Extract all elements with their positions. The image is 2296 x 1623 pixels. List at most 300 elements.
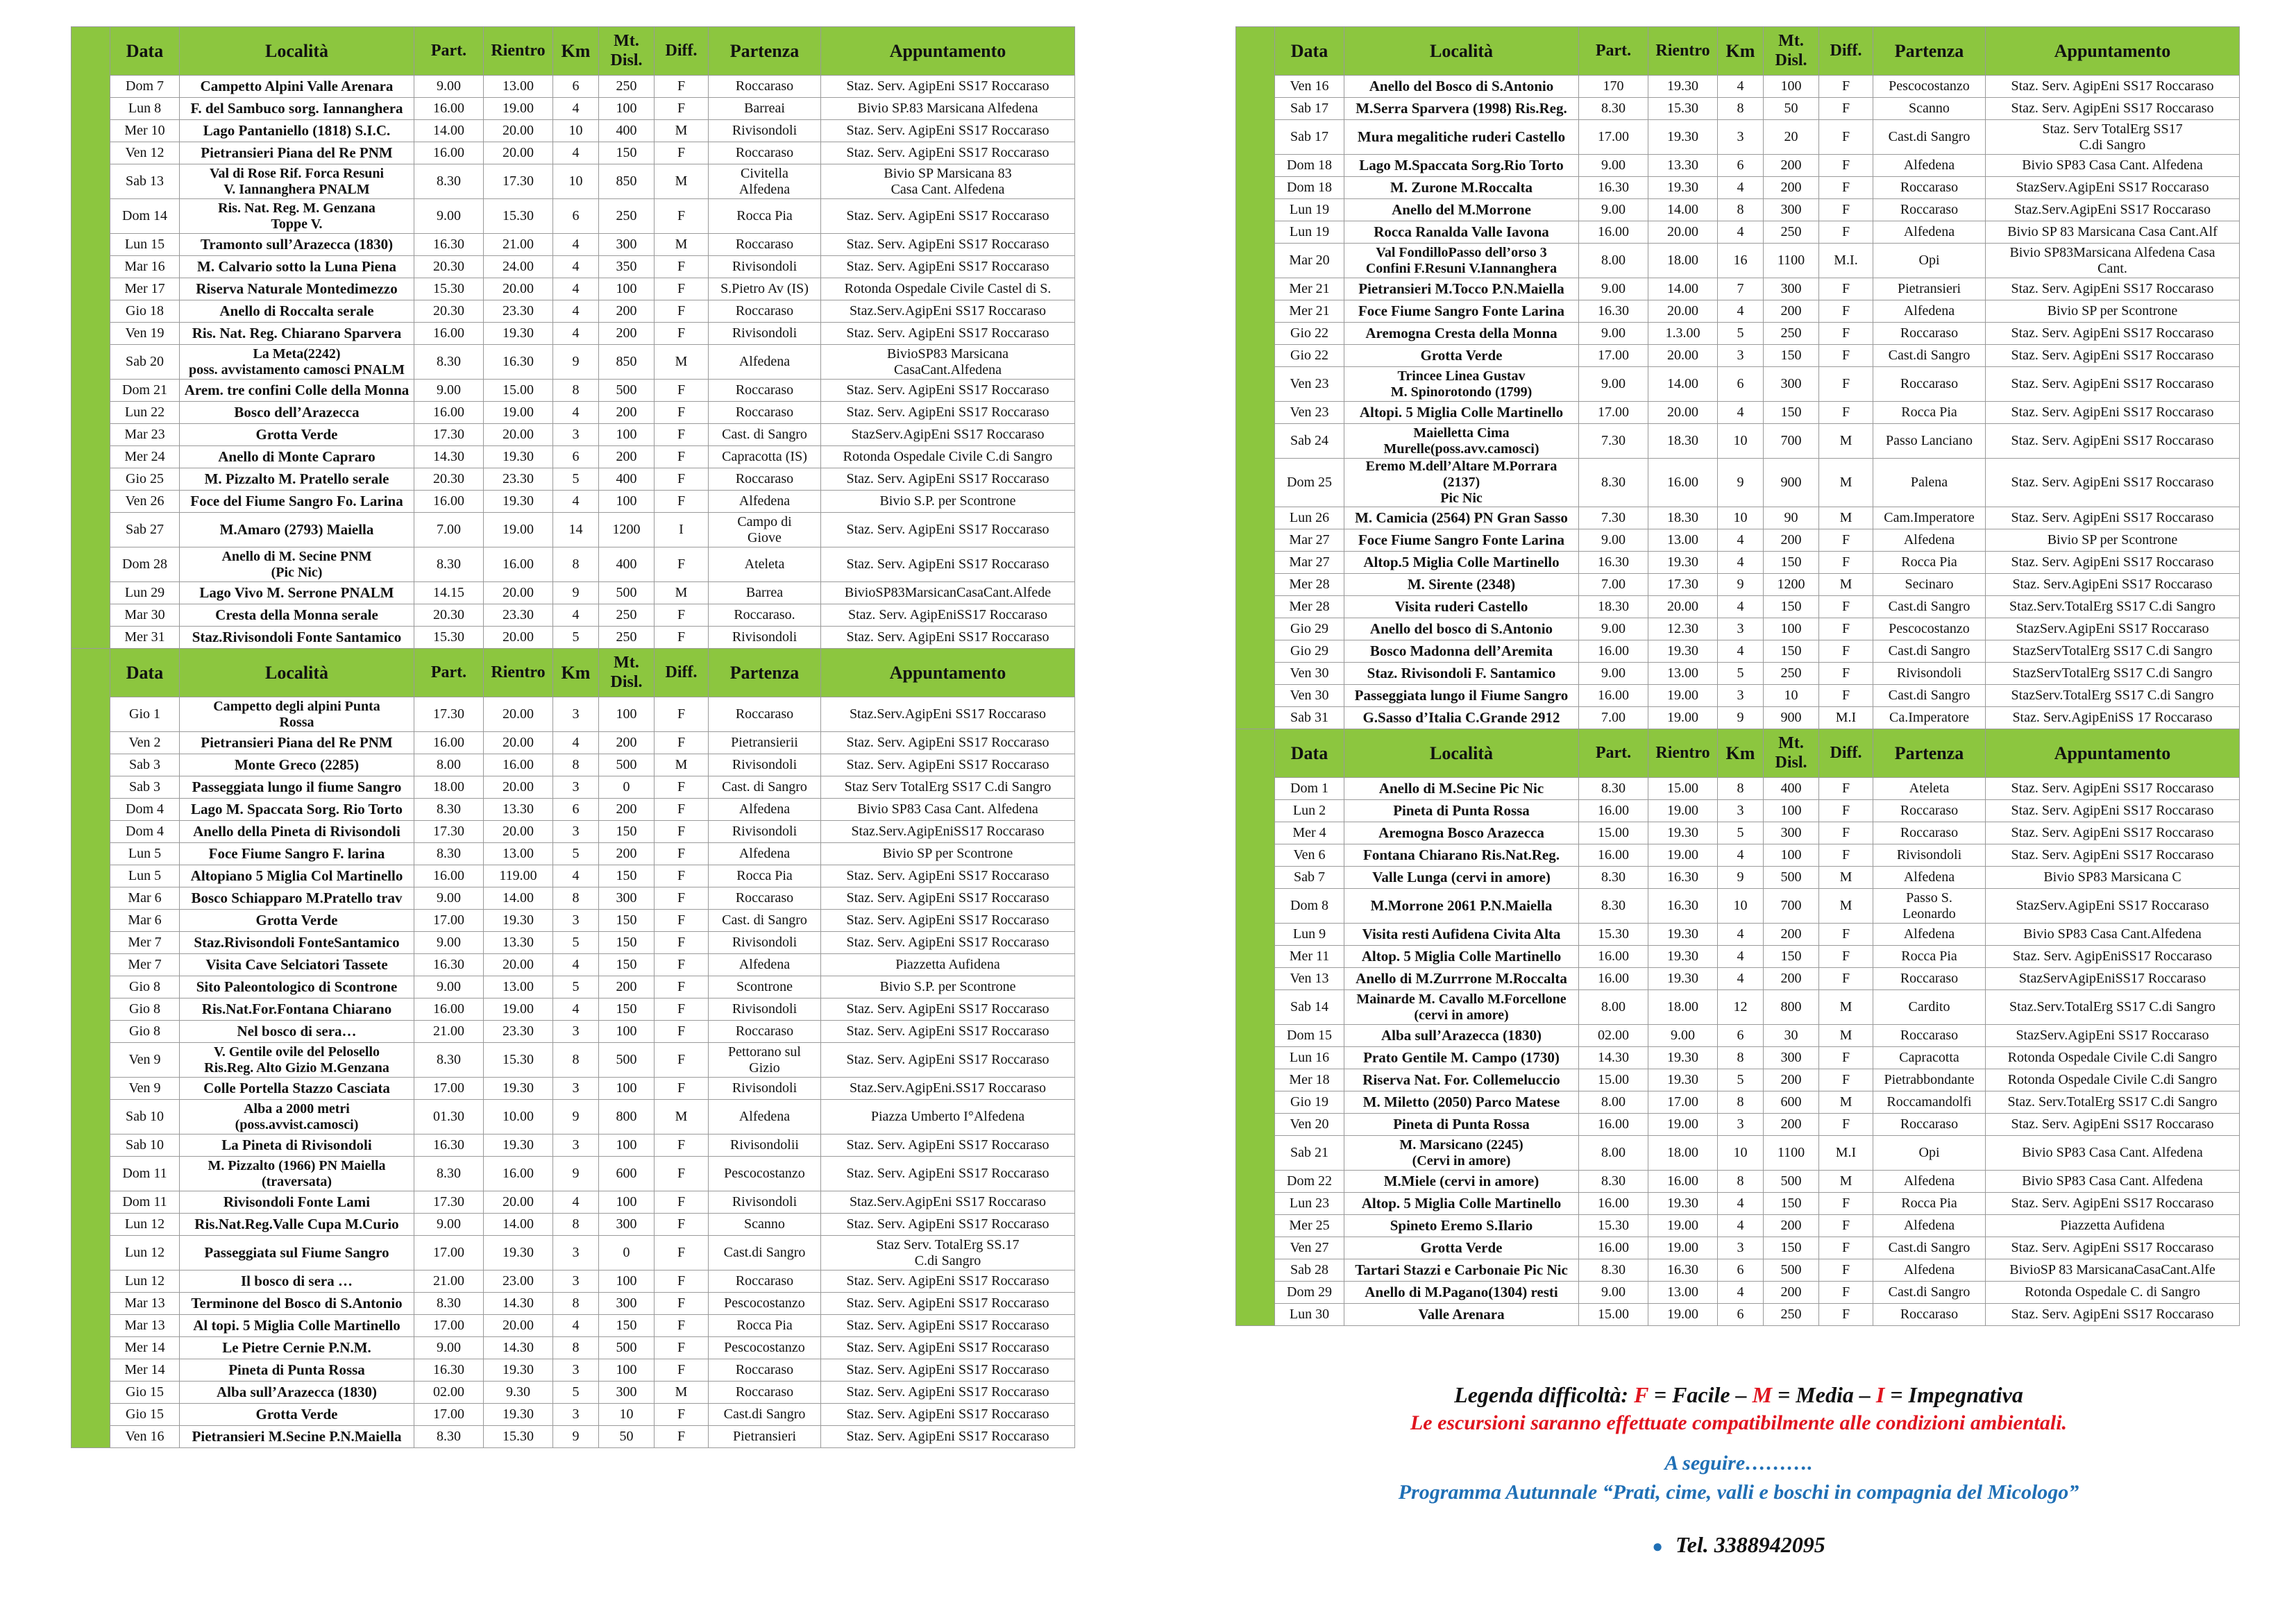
row-partenza: Secinaro	[1873, 574, 1986, 596]
row-km: 4	[553, 98, 599, 120]
header-localita: Località	[180, 649, 414, 697]
row-km: 3	[553, 1236, 599, 1271]
row-rientro: 14.30	[484, 1337, 553, 1359]
row-part: 20.30	[414, 300, 484, 323]
row-appuntamento: Staz.Serv.AgipEni SS17 Roccaraso	[821, 1191, 1075, 1214]
row-rientro: 20.00	[484, 697, 553, 732]
row-diff: F	[655, 627, 709, 649]
row-disl: 100	[599, 1359, 655, 1382]
table-row	[1236, 889, 2240, 924]
row-rientro: 14.00	[1648, 278, 1718, 300]
row-appuntamento: Bivio SP per Scontrone	[1986, 529, 2240, 552]
header-mt-disl	[599, 649, 655, 697]
row-part: 17.00	[414, 1404, 484, 1426]
table-row	[1236, 968, 2240, 990]
row-part: 16.00	[1579, 685, 1648, 707]
row-part: 21.00	[414, 1271, 484, 1293]
row-date: Gio 15	[110, 1404, 180, 1426]
row-appuntamento: Rotonda Ospedale Civile C.di Sangro	[1986, 1069, 2240, 1091]
row-partenza: Cast.di Sangro	[1873, 1282, 1986, 1304]
row-partenza: Roccaraso	[1873, 1025, 1986, 1047]
row-disl: 100	[599, 1135, 655, 1157]
row-rientro: 19.30	[1648, 1193, 1718, 1215]
row-part: 18.30	[1579, 596, 1648, 618]
row-part: 8.30	[414, 799, 484, 821]
table-row	[71, 76, 1075, 98]
header-localita: Località	[180, 27, 414, 76]
row-part: 01.30	[414, 1100, 484, 1135]
row-date: Ven 26	[110, 491, 180, 513]
row-disl: 200	[599, 843, 655, 865]
row-diff: F	[1819, 924, 1873, 946]
row-appuntamento: Staz. Serv. AgipEni SS17 Roccaraso	[821, 1157, 1075, 1191]
row-rientro: 19.00	[484, 513, 553, 547]
row-partenza: Cast.di Sangro	[1873, 120, 1986, 155]
header-partenza: Partenza	[1873, 27, 1986, 76]
row-part: 8.30	[414, 547, 484, 582]
row-appuntamento: Bivio S.P. per Scontrone	[821, 976, 1075, 999]
row-appuntamento: Staz. Serv. AgipEni SS17 Roccaraso	[821, 142, 1075, 164]
row-partenza: Alfedena	[1873, 155, 1986, 177]
row-disl: 300	[599, 887, 655, 910]
row-date: Dom 14	[110, 199, 180, 234]
row-date: Dom 18	[1275, 177, 1344, 199]
header-part: Part.	[1579, 729, 1648, 778]
row-km: 3	[1718, 1114, 1764, 1136]
row-disl: 100	[1764, 76, 1819, 98]
row-date: Dom 22	[1275, 1171, 1344, 1193]
row-part: 16.00	[414, 732, 484, 754]
row-localita: Pineta di Punta Rossa	[1344, 800, 1579, 822]
row-localita: Valle Arenara	[1344, 1304, 1579, 1326]
table-row	[71, 1337, 1075, 1359]
row-appuntamento: StazServAgipEniSS17 Roccaraso	[1986, 968, 2240, 990]
row-appuntamento: Staz. Serv. AgipEni SS17 Roccaraso	[1986, 459, 2240, 507]
row-disl: 300	[1764, 199, 1819, 221]
row-diff: F	[655, 999, 709, 1021]
row-localita: Altop. 5 Miglia Colle Martinello	[1344, 1193, 1579, 1215]
table-row	[71, 910, 1075, 932]
row-appuntamento: Staz. Serv. AgipEni SS17 Roccaraso	[1986, 1304, 2240, 1326]
row-diff: M	[1819, 889, 1873, 924]
row-rientro: 19.30	[484, 1078, 553, 1100]
row-appuntamento: Staz. Serv. AgipEni SS17 Roccaraso	[1986, 507, 2240, 529]
row-date: Mer 28	[1275, 574, 1344, 596]
row-part: 16.30	[414, 1135, 484, 1157]
row-partenza: Cam.Imperatore	[1873, 507, 1986, 529]
header-data: Data	[110, 649, 180, 697]
row-date: Dom 15	[1275, 1025, 1344, 1047]
row-partenza: Roccaraso	[709, 468, 821, 491]
row-rientro: 9.30	[484, 1382, 553, 1404]
row-partenza: Pescocostanzo	[709, 1157, 821, 1191]
row-date: Dom 7	[110, 76, 180, 98]
row-rientro: 13.30	[1648, 155, 1718, 177]
row-partenza: Roccaraso	[1873, 1304, 1986, 1326]
row-rientro: 16.00	[1648, 459, 1718, 507]
row-disl: 100	[1764, 618, 1819, 640]
row-part: 21.00	[414, 1021, 484, 1043]
row-km: 10	[553, 164, 599, 199]
row-part: 16.30	[1579, 552, 1648, 574]
row-appuntamento: Staz. Serv. AgipEni SS17 Roccaraso	[821, 1359, 1075, 1382]
header-disl: Disl.	[1775, 51, 1807, 69]
table-row	[71, 732, 1075, 754]
row-km: 9	[1718, 459, 1764, 507]
row-part: 16.00	[1579, 640, 1648, 663]
row-rientro: 19.30	[1648, 924, 1718, 946]
row-appuntamento: Piazzetta Aufidena	[1986, 1215, 2240, 1237]
row-disl: 150	[599, 1315, 655, 1337]
row-km: 3	[553, 1271, 599, 1293]
row-part: 15.30	[414, 278, 484, 300]
row-diff: F	[655, 1191, 709, 1214]
row-rientro: 20.00	[1648, 221, 1718, 244]
row-disl: 150	[599, 865, 655, 887]
row-diff: M	[655, 164, 709, 199]
row-date: Sab 17	[1275, 120, 1344, 155]
row-localita: Foce Fiume Sangro F. larina	[180, 843, 414, 865]
row-rientro: 9.00	[1648, 1025, 1718, 1047]
header-mt: Mt.	[1778, 31, 1804, 50]
row-localita: Foce del Fiume Sangro Fo. Larina	[180, 491, 414, 513]
row-diff: F	[1819, 76, 1873, 98]
row-partenza: Roccamandolfi	[1873, 1091, 1986, 1114]
legend-m: M	[1752, 1382, 1773, 1407]
table-row	[1236, 221, 2240, 244]
row-diff: M	[655, 754, 709, 776]
row-rientro: 24.00	[484, 256, 553, 278]
row-km: 8	[1718, 98, 1764, 120]
row-appuntamento: Staz Serv. TotalErg SS.17 C.di Sangro	[821, 1236, 1075, 1271]
row-localita: Mura megalitiche ruderi Castello	[1344, 120, 1579, 155]
row-appuntamento: Staz. Serv. AgipEni SS17 Roccaraso	[821, 1293, 1075, 1315]
legend-programma: Programma Autunnale “Prati, cime, valli e boschi in compagnia del Micologo”	[1398, 1481, 2079, 1504]
row-partenza: Roccaraso.	[709, 604, 821, 627]
row-part: 8.30	[414, 1043, 484, 1078]
row-km: 3	[553, 1021, 599, 1043]
row-localita: Grotta Verde	[1344, 1237, 1579, 1259]
schedule-table-left	[71, 26, 1075, 1448]
row-appuntamento: Staz. Serv. AgipEni SS17 Roccaraso	[821, 999, 1075, 1021]
row-disl: 500	[1764, 867, 1819, 889]
row-part: 9.00	[1579, 323, 1648, 345]
row-appuntamento: Staz. Serv.TotalErg SS17 C.di Sangro	[1986, 1091, 2240, 1114]
row-diff: F	[1819, 1114, 1873, 1136]
row-date: Lun 12	[110, 1271, 180, 1293]
row-date: Mar 6	[110, 887, 180, 910]
row-km: 4	[1718, 596, 1764, 618]
row-disl: 150	[599, 142, 655, 164]
row-appuntamento: Bivio SP83 Casa Cant.Alfedena	[1986, 924, 2240, 946]
row-localita: Pietransieri M.Secine P.N.Maiella	[180, 1426, 414, 1448]
table-row	[1236, 1237, 2240, 1259]
row-rientro: 13.00	[1648, 663, 1718, 685]
row-date: Mer 31	[110, 627, 180, 649]
table-row	[71, 1382, 1075, 1404]
row-km: 9	[553, 1426, 599, 1448]
row-km: 6	[553, 76, 599, 98]
row-localita: Bosco Schiapparo M.Pratello trav	[180, 887, 414, 910]
row-diff: F	[655, 865, 709, 887]
row-disl: 250	[1764, 323, 1819, 345]
row-partenza: Roccaraso	[709, 1271, 821, 1293]
table-row	[71, 865, 1075, 887]
row-date: Lun 9	[1275, 924, 1344, 946]
row-localita: Altop. 5 Miglia Colle Martinello	[1344, 946, 1579, 968]
table-row	[71, 1157, 1075, 1191]
row-rientro: 19.30	[1648, 640, 1718, 663]
row-disl: 200	[1764, 968, 1819, 990]
row-partenza: Pietransieri	[1873, 278, 1986, 300]
row-disl: 850	[599, 164, 655, 199]
row-date: Lun 23	[1275, 1193, 1344, 1215]
row-diff: F	[1819, 822, 1873, 844]
row-localita: Riserva Nat. For. Collemeluccio	[1344, 1069, 1579, 1091]
row-disl: 10	[1764, 685, 1819, 707]
row-localita: Val FondilloPasso dell’orso 3 Confini F.Resuni V.Iannanghera	[1344, 244, 1579, 278]
row-localita: Eremo M.dell’Altare M.Porrara (2137) Pic Nic	[1344, 459, 1579, 507]
row-rientro: 18.30	[1648, 507, 1718, 529]
row-localita: M.Morrone 2061 P.N.Maiella	[1344, 889, 1579, 924]
row-partenza: Pietransierii	[709, 732, 821, 754]
row-partenza: Cast.di Sangro	[1873, 685, 1986, 707]
row-localita: Lago M. Spaccata Sorg. Rio Torto	[180, 799, 414, 821]
row-localita: M. Camicia (2564) PN Gran Sasso	[1344, 507, 1579, 529]
row-part: 16.30	[414, 234, 484, 256]
header-mt-disl	[1764, 729, 1819, 778]
row-partenza: Roccaraso	[1873, 367, 1986, 402]
row-localita: Pietransieri Piana del Re PNM	[180, 732, 414, 754]
row-partenza: Cast.di Sangro	[709, 1236, 821, 1271]
table-row	[1236, 618, 2240, 640]
row-diff: F	[1819, 278, 1873, 300]
row-date: Ven 16	[1275, 76, 1344, 98]
row-disl: 250	[599, 199, 655, 234]
row-partenza: Alfedena	[1873, 867, 1986, 889]
row-diff: F	[1819, 155, 1873, 177]
row-rientro: 18.30	[1648, 424, 1718, 459]
table-row	[71, 513, 1075, 547]
row-disl: 500	[599, 380, 655, 402]
row-disl: 500	[1764, 1259, 1819, 1282]
row-localita: M. Zurone M.Roccalta	[1344, 177, 1579, 199]
row-km: 8	[553, 1337, 599, 1359]
row-appuntamento: Staz. Serv. AgipEni SS17 Roccaraso	[821, 732, 1075, 754]
row-disl: 100	[599, 278, 655, 300]
table-row	[71, 234, 1075, 256]
row-part: 16.00	[1579, 1193, 1648, 1215]
row-disl: 200	[1764, 1114, 1819, 1136]
row-appuntamento: Staz. Serv. AgipEni SS17 Roccaraso	[821, 234, 1075, 256]
row-part: 20.30	[414, 468, 484, 491]
row-disl: 350	[599, 256, 655, 278]
row-rientro: 16.00	[1648, 1171, 1718, 1193]
row-rientro: 20.00	[484, 1191, 553, 1214]
row-appuntamento: Staz. Serv. AgipEni SS17 Roccaraso	[821, 1271, 1075, 1293]
row-localita: Valle Lunga (cervi in amore)	[1344, 867, 1579, 889]
row-partenza: Rivisondoli	[709, 1078, 821, 1100]
header-rientro: Rientro	[1648, 729, 1718, 778]
row-diff: F	[1819, 1047, 1873, 1069]
month-label	[71, 27, 110, 649]
row-rientro: 19.30	[484, 910, 553, 932]
row-date: Gio 18	[110, 300, 180, 323]
legend-seguire: A seguire……….	[1664, 1452, 1813, 1475]
row-km: 8	[553, 887, 599, 910]
row-partenza: Barreai	[709, 98, 821, 120]
row-partenza: Roccaraso	[709, 234, 821, 256]
row-km: 8	[1718, 1047, 1764, 1069]
row-part: 8.00	[1579, 1091, 1648, 1114]
row-disl: 200	[1764, 155, 1819, 177]
row-date: Dom 4	[110, 821, 180, 843]
row-rientro: 23.30	[484, 604, 553, 627]
row-km: 3	[1718, 618, 1764, 640]
table-row	[71, 799, 1075, 821]
table-row	[71, 754, 1075, 776]
row-disl: 100	[599, 1021, 655, 1043]
row-date: Dom 8	[1275, 889, 1344, 924]
table-row	[1236, 778, 2240, 800]
row-part: 8.00	[414, 754, 484, 776]
row-date: Mar 27	[1275, 529, 1344, 552]
row-disl: 700	[1764, 424, 1819, 459]
row-disl: 200	[1764, 300, 1819, 323]
row-rientro: 20.00	[484, 120, 553, 142]
row-disl: 1200	[1764, 574, 1819, 596]
row-part: 8.30	[414, 1293, 484, 1315]
row-disl: 150	[1764, 345, 1819, 367]
row-part: 8.30	[414, 1157, 484, 1191]
row-appuntamento: Bivio SP.83 Marsicana Alfedena	[821, 98, 1075, 120]
row-date: Mar 6	[110, 910, 180, 932]
row-localita: Campetto Alpini Valle Arenara	[180, 76, 414, 98]
table-row	[71, 1021, 1075, 1043]
row-partenza: Cast.di Sangro	[1873, 1237, 1986, 1259]
row-appuntamento: Bivio SP83 Casa Cant. Alfedena	[1986, 155, 2240, 177]
row-km: 4	[553, 234, 599, 256]
row-rientro: 15.30	[484, 199, 553, 234]
row-km: 4	[553, 491, 599, 513]
row-part: 16.00	[414, 491, 484, 513]
row-disl: 100	[599, 1271, 655, 1293]
row-rientro: 17.00	[1648, 1091, 1718, 1114]
row-diff: F	[655, 199, 709, 234]
table-row	[71, 98, 1075, 120]
row-km: 3	[553, 1135, 599, 1157]
row-localita: Rocca Ranalda Valle Iavona	[1344, 221, 1579, 244]
row-rientro: 19.30	[1648, 1069, 1718, 1091]
row-date: Ven 12	[110, 142, 180, 164]
row-km: 6	[1718, 1304, 1764, 1326]
row-rientro: 16.30	[484, 345, 553, 380]
row-appuntamento: Staz. Serv. AgipEni SS17 Roccaraso	[821, 120, 1075, 142]
header-rientro: Rientro	[1648, 27, 1718, 76]
row-date: Ven 30	[1275, 685, 1344, 707]
row-diff: F	[655, 1236, 709, 1271]
row-appuntamento: Staz. Serv. AgipEni SS17 Roccaraso	[821, 1315, 1075, 1337]
row-disl: 300	[1764, 822, 1819, 844]
row-part: 15.30	[414, 627, 484, 649]
row-partenza: Rivisondoli	[1873, 844, 1986, 867]
row-km: 5	[1718, 822, 1764, 844]
row-disl: 100	[599, 1191, 655, 1214]
row-date: Ven 27	[1275, 1237, 1344, 1259]
row-km: 3	[1718, 1237, 1764, 1259]
row-diff: F	[655, 1214, 709, 1236]
row-km: 5	[553, 843, 599, 865]
row-km: 10	[1718, 889, 1764, 924]
row-disl: 1200	[599, 513, 655, 547]
row-diff: F	[1819, 177, 1873, 199]
row-rientro: 20.00	[484, 954, 553, 976]
row-disl: 150	[599, 821, 655, 843]
row-disl: 100	[599, 1078, 655, 1100]
row-date: Mer 14	[110, 1337, 180, 1359]
row-partenza: Cast. di Sangro	[709, 424, 821, 446]
row-disl: 200	[1764, 1215, 1819, 1237]
row-date: Mar 27	[1275, 552, 1344, 574]
row-appuntamento: Staz. Serv. AgipEni SS17 Roccaraso	[1986, 552, 2240, 574]
header-appuntamento: Appuntamento	[1986, 729, 2240, 778]
row-diff: F	[1819, 199, 1873, 221]
row-localita: Foce Fiume Sangro Fonte Larina	[1344, 529, 1579, 552]
row-part: 16.30	[414, 954, 484, 976]
row-localita: Pietransieri M.Tocco P.N.Maiella	[1344, 278, 1579, 300]
row-disl: 150	[1764, 402, 1819, 424]
row-km: 5	[1718, 323, 1764, 345]
row-rientro: 19.30	[1648, 968, 1718, 990]
row-diff: F	[655, 1337, 709, 1359]
row-partenza: Alfedena	[709, 799, 821, 821]
row-localita: Le Pietre Cernie P.N.M.	[180, 1337, 414, 1359]
row-part: 9.00	[414, 932, 484, 954]
table-row	[1236, 800, 2240, 822]
row-part: 7.30	[1579, 507, 1648, 529]
row-diff: F	[655, 1404, 709, 1426]
row-disl: 700	[1764, 889, 1819, 924]
row-diff: F	[655, 1293, 709, 1315]
row-part: 9.00	[1579, 367, 1648, 402]
row-diff: M	[1819, 574, 1873, 596]
row-part: 16.00	[1579, 844, 1648, 867]
row-km: 8	[1718, 1171, 1764, 1193]
row-km: 10	[1718, 424, 1764, 459]
row-part: 17.00	[1579, 345, 1648, 367]
row-diff: F	[1819, 1193, 1873, 1215]
row-localita: Anello di Monte Capraro	[180, 446, 414, 468]
row-disl: 150	[1764, 552, 1819, 574]
row-part: 16.00	[414, 323, 484, 345]
row-km: 4	[553, 1191, 599, 1214]
table-row	[1236, 822, 2240, 844]
row-rientro: 19.30	[484, 1404, 553, 1426]
row-appuntamento: Staz. Serv. AgipEni SS17 Roccaraso	[821, 547, 1075, 582]
row-appuntamento: Rotonda Ospedale C. di Sangro	[1986, 1282, 2240, 1304]
table-row	[71, 843, 1075, 865]
row-date: Dom 11	[110, 1191, 180, 1214]
row-date: Mer 25	[1275, 1215, 1344, 1237]
row-date: Gio 8	[110, 976, 180, 999]
row-appuntamento: Staz. Serv. AgipEniSS17 Roccaraso	[821, 604, 1075, 627]
row-km: 6	[553, 446, 599, 468]
row-date: Mar 30	[110, 604, 180, 627]
row-disl: 200	[599, 323, 655, 345]
row-rientro: 19.30	[484, 491, 553, 513]
row-localita: Monte Greco (2285)	[180, 754, 414, 776]
header-appuntamento: Appuntamento	[1986, 27, 2240, 76]
